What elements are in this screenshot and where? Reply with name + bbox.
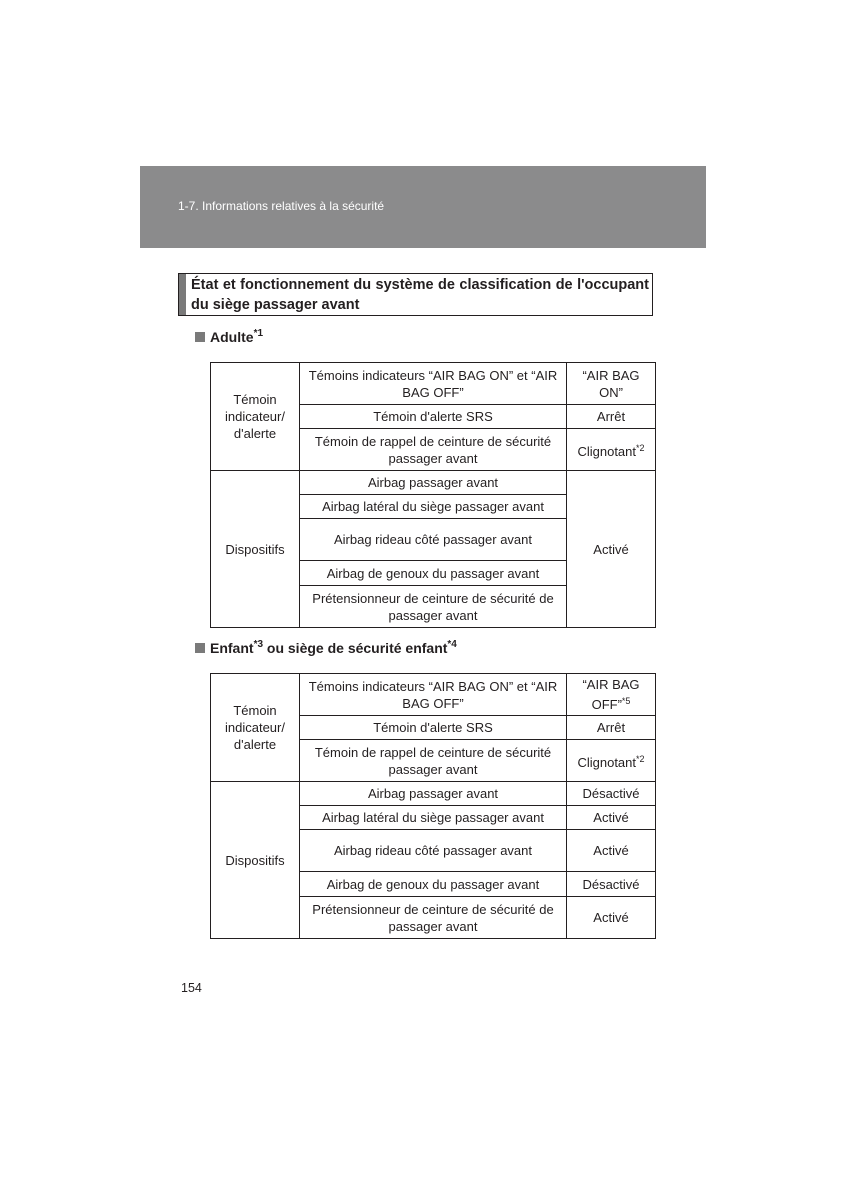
- section-title-box: [178, 273, 653, 316]
- item-cell: Témoins indicateurs “AIR BAG ON” et “AIR BAG OFF”: [300, 363, 567, 405]
- section-marker-bar: [179, 274, 186, 315]
- footnote-ref: *4: [447, 639, 457, 650]
- status-cell: Arrêt: [567, 405, 656, 429]
- status-cell: Désactivé: [567, 782, 656, 806]
- item-cell: Airbag rideau côté passager avant: [300, 830, 567, 872]
- item-cell: Témoin de rappel de ceinture de sécurité passager avant: [300, 429, 567, 471]
- section-title: État et fonctionnement du système de classification de l'occupant du siège passager avant: [191, 277, 649, 313]
- adult-heading-text: Adulte: [210, 329, 254, 345]
- status-cell: [567, 740, 656, 782]
- footnote-ref: *3: [253, 639, 264, 650]
- status-cell: [567, 674, 656, 716]
- item-cell: Prétensionneur de ceinture de sécurité de passager avant: [300, 586, 567, 628]
- item-cell: Témoin d'alerte SRS: [300, 716, 567, 740]
- status-text: “AIR BAG OFF”: [582, 677, 640, 712]
- table-row: [211, 782, 656, 806]
- item-cell: Airbag latéral du siège passager avant: [300, 806, 567, 830]
- status-cell: [567, 429, 656, 471]
- group-cell-devices: Dispositifs: [211, 782, 300, 939]
- item-cell: Témoins indicateurs “AIR BAG ON” et “AIR BAG OFF”: [300, 674, 567, 716]
- child-heading: [195, 639, 457, 656]
- status-cell: Arrêt: [567, 716, 656, 740]
- bullet-square-icon: [195, 643, 205, 653]
- status-cell: Désactivé: [567, 872, 656, 897]
- group-cell-indicators: Témoin indicateur/ d'alerte: [211, 363, 300, 471]
- item-cell: Airbag latéral du siège passager avant: [300, 495, 567, 519]
- adult-table: [210, 362, 656, 628]
- group-cell-devices: Dispositifs: [211, 471, 300, 628]
- item-cell: Prétensionneur de ceinture de sécurité de passager avant: [300, 897, 567, 939]
- chapter-header-band: [140, 166, 706, 248]
- status-cell: Activé: [567, 897, 656, 939]
- bullet-square-icon: [195, 332, 205, 342]
- item-cell: Airbag passager avant: [300, 782, 567, 806]
- item-cell: Témoin de rappel de ceinture de sécurité passager avant: [300, 740, 567, 782]
- child-heading-text: Enfant: [210, 640, 254, 656]
- item-cell: Airbag de genoux du passager avant: [300, 561, 567, 586]
- table-row: [211, 471, 656, 495]
- footnote-ref: *2: [636, 753, 645, 764]
- child-table: [210, 673, 656, 939]
- child-heading-text-2: ou siège de sécurité enfant: [263, 640, 448, 656]
- item-cell: Airbag passager avant: [300, 471, 567, 495]
- status-cell: Activé: [567, 806, 656, 830]
- status-cell: Activé: [567, 830, 656, 872]
- chapter-title: 1-7. Informations relatives à la sécurité: [178, 199, 385, 213]
- footnote-ref: *1: [253, 328, 264, 339]
- table-row: [211, 674, 656, 716]
- item-cell: Airbag de genoux du passager avant: [300, 872, 567, 897]
- footnote-ref: *2: [636, 442, 645, 453]
- status-text: Clignotant: [577, 754, 637, 770]
- adult-heading: [195, 328, 263, 345]
- item-cell: Airbag rideau côté passager avant: [300, 519, 567, 561]
- item-cell: Témoin d'alerte SRS: [300, 405, 567, 429]
- page-number: 154: [181, 981, 202, 995]
- status-cell: Activé: [567, 471, 656, 628]
- status-text: Clignotant: [577, 443, 637, 459]
- group-cell-indicators: Témoin indicateur/ d'alerte: [211, 674, 300, 782]
- footnote-ref: *5: [621, 696, 631, 706]
- status-cell: “AIR BAG ON”: [567, 363, 656, 405]
- table-row: [211, 363, 656, 405]
